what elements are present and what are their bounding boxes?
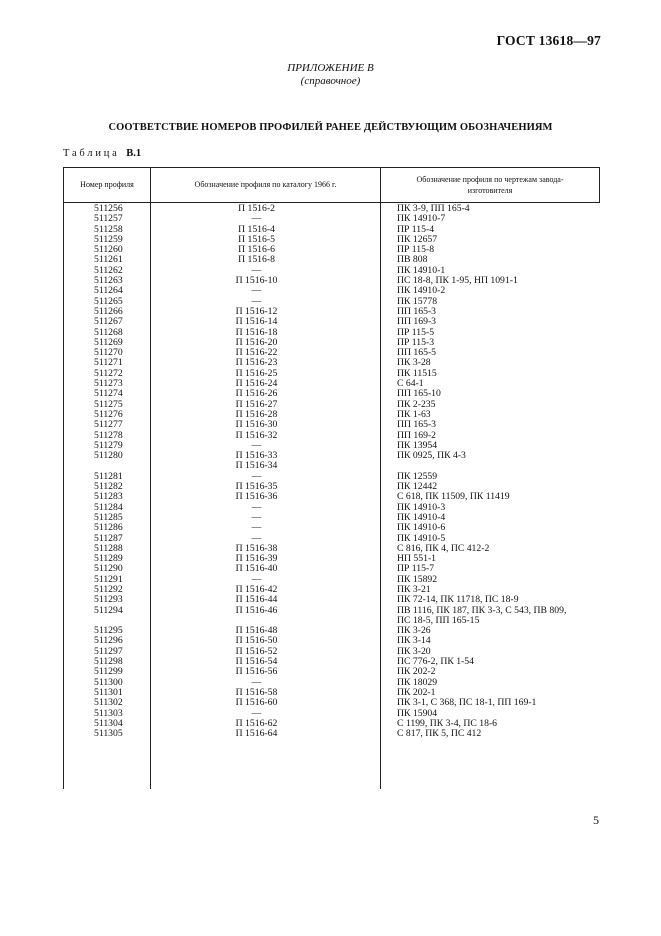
cell-factory-designation: ПП 165-5 [397,347,437,359]
cell-factory-designation: ПС 18-8, ПК 1-95, НП 1091-1 [397,275,518,287]
cell-factory-designation: ПК 14910-3 [397,501,446,513]
cell-catalog-designation: П 1516-27 [235,398,278,410]
table-row [63,626,600,636]
cell-factory-designation: ПП 165-3 [397,305,437,317]
cell-profile-number: 511285 [94,511,123,523]
cell-profile-number: 511275 [94,398,123,410]
cell-profile-number: 511263 [94,275,123,287]
table-row [63,379,600,389]
cell-profile-number: 511282 [94,481,123,493]
table-right-border [599,167,600,202]
cell-profile-number: 511260 [94,244,123,256]
header-catalog-1966: Обозначение профиля по каталогу 1966 г. [194,180,337,189]
cell-catalog-designation: П 1516-34 [235,460,278,472]
cell-profile-number: 511268 [94,326,123,338]
table-row [63,204,600,214]
table-body [63,204,600,739]
table-row [63,698,600,708]
cell-profile-number: 511293 [94,594,123,606]
cell-factory-designation: ПК 12559 [397,470,438,482]
cell-catalog-designation: П 1516-39 [235,553,278,565]
cell-profile-number: 511276 [94,408,123,420]
table-row [63,338,600,348]
header-bottom-border [63,202,600,203]
cell-catalog-designation: П 1516-35 [235,481,278,493]
cell-factory-designation: ПР 115-8 [397,244,435,256]
cell-profile-number: 511286 [94,522,123,534]
cell-factory-designation: ПП 165-3 [397,419,437,431]
table-row [63,389,600,399]
table-row [63,266,600,276]
table-label-number: В.1 [126,148,142,159]
cell-factory-designation: ПК 1-63 [397,408,431,420]
table-row [63,451,600,461]
table-row [63,647,600,657]
cell-factory-designation: ПР 115-5 [397,326,435,338]
cell-profile-number: 511292 [94,583,123,595]
cell-factory-designation: ПК 14910-6 [397,522,446,534]
cell-profile-number: 511303 [94,707,123,719]
profiles-table [63,167,600,789]
table-row [63,719,600,729]
table-row [63,564,600,574]
table-row [63,616,600,626]
cell-catalog-designation: П 1516-38 [235,542,278,554]
cell-profile-number: 511269 [94,336,123,348]
table-row [63,441,600,451]
cell-profile-number: 511305 [94,728,123,740]
cell-catalog-designation: — [251,285,262,297]
cell-profile-number: 511294 [94,604,123,616]
cell-factory-designation: ПК 15892 [397,573,438,585]
cell-factory-designation: ПК 3-1, С 368, ПС 18-1, ПП 169-1 [397,697,537,709]
appendix-heading [0,62,661,88]
table-row [63,606,600,616]
cell-catalog-designation: П 1516-14 [235,316,278,328]
cell-factory-designation: ПК 2-235 [397,398,436,410]
table-row [63,503,600,513]
page-number: 5 [593,813,599,827]
cell-catalog-designation: — [251,707,262,719]
cell-factory-designation: ПК 3-9, ПП 165-4 [397,203,470,214]
cell-catalog-designation: П 1516-25 [235,367,278,379]
cell-factory-designation: ПП 165-10 [397,388,441,400]
table-row [63,482,600,492]
cell-factory-designation: ПК 12442 [397,481,438,493]
cell-catalog-designation: П 1516-54 [235,656,278,668]
table-row [63,513,600,523]
table-row [63,297,600,307]
cell-profile-number: 511291 [94,573,123,585]
cell-factory-designation: НП 551-1 [397,553,437,565]
cell-factory-designation: ПК 202-1 [397,686,436,698]
table-row [63,678,600,688]
table-row [63,667,600,677]
table-row [63,235,600,245]
cell-profile-number: 511258 [94,223,123,235]
cell-catalog-designation: — [251,511,262,523]
cell-catalog-designation: — [251,522,262,534]
cell-catalog-designation: — [251,676,262,688]
cell-catalog-designation: П 1516-8 [238,254,275,266]
table-row [63,554,600,564]
cell-catalog-designation: П 1516-36 [235,491,278,503]
cell-factory-designation: С 816, ПК 4, ПС 412-2 [397,542,490,554]
cell-profile-number: 511272 [94,367,123,379]
cell-factory-designation: ПР 115-4 [397,223,435,235]
table-row [63,492,600,502]
cell-profile-number: 511259 [94,233,123,245]
cell-catalog-designation: П 1516-10 [235,275,278,287]
header-factory-drawings: Обозначение профиля по чертежам завода-изготовителя [416,174,564,195]
table-row [63,461,600,471]
cell-factory-designation: ПС 18-5, ПП 165-15 [397,614,480,626]
cell-profile-number: 511288 [94,542,123,554]
cell-factory-designation: ПС 776-2, ПК 1-54 [397,656,474,668]
main-title: СООТВЕТСТВИЕ НОМЕРОВ ПРОФИЛЕЙ РАНЕЕ ДЕЙСТВУЮЩИМ ОБОЗНАЧЕНИЯМ [108,122,553,133]
table-row [63,214,600,224]
table-row [63,709,600,719]
table-row [63,286,600,296]
cell-profile-number: 511287 [94,532,123,544]
cell-catalog-designation: П 1516-33 [235,450,278,462]
table-label [63,148,141,159]
cell-factory-designation: ПП 169-3 [397,316,437,328]
cell-catalog-designation: П 1516-6 [238,244,275,256]
document-code: ГОСТ 13618—97 [496,33,601,48]
cell-catalog-designation: П 1516-42 [235,583,278,595]
cell-profile-number: 511299 [94,666,123,678]
cell-profile-number: 511273 [94,378,123,390]
cell-profile-number: 511302 [94,697,123,709]
cell-catalog-designation: П 1516-44 [235,594,278,606]
cell-profile-number: 511298 [94,656,123,668]
cell-profile-number: 511304 [94,717,123,729]
cell-factory-designation: С 817, ПК 5, ПС 412 [397,728,482,740]
cell-catalog-designation: П 1516-26 [235,388,278,400]
cell-factory-designation: С 64-1 [397,378,424,390]
cell-factory-designation: ПР 115-3 [397,336,435,348]
cell-catalog-designation: П 1516-23 [235,357,278,369]
cell-catalog-designation: П 1516-22 [235,347,278,359]
cell-profile-number: 511300 [94,676,123,688]
cell-factory-designation: ПК 15904 [397,707,438,719]
cell-factory-designation: ПК 14910-2 [397,285,446,297]
cell-profile-number: 511267 [94,316,123,328]
cell-catalog-designation: П 1516-56 [235,666,278,678]
cell-catalog-designation: П 1516-18 [235,326,278,338]
table-row [63,472,600,482]
cell-factory-designation: ПК 12657 [397,233,438,245]
cell-catalog-designation: П 1516-24 [235,378,278,390]
cell-profile-number: 511283 [94,491,123,503]
cell-factory-designation: ПК 3-20 [397,645,431,657]
cell-profile-number: 511270 [94,347,123,359]
cell-catalog-designation: П 1516-48 [235,625,278,637]
table-row [63,328,600,338]
table-row [63,307,600,317]
cell-profile-number: 511256 [94,203,123,214]
appendix-title: ПРИЛОЖЕНИЕ В [287,62,374,74]
table-row [63,369,600,379]
cell-catalog-designation: — [251,470,262,482]
table-row [63,523,600,533]
cell-factory-designation: ПК 13954 [397,439,438,451]
cell-factory-designation: С 1199, ПК 3-4, ПС 18-6 [397,717,498,729]
cell-factory-designation: ПК 14910-4 [397,511,446,523]
cell-catalog-designation: — [251,439,262,451]
cell-factory-designation: ПК 3-26 [397,625,431,637]
cell-catalog-designation: П 1516-60 [235,697,278,709]
cell-factory-designation: ПК 3-21 [397,583,431,595]
cell-profile-number: 511279 [94,439,123,451]
cell-catalog-designation: П 1516-52 [235,645,278,657]
cell-catalog-designation: — [251,573,262,585]
cell-factory-designation: ПК 14910-1 [397,264,446,276]
cell-profile-number: 511284 [94,501,123,513]
cell-profile-number: 511290 [94,563,123,575]
cell-catalog-designation: П 1516-30 [235,419,278,431]
table-row [63,544,600,554]
cell-profile-number: 511280 [94,450,123,462]
table-row [63,585,600,595]
cell-factory-designation: С 618, ПК 11509, ПК 11419 [397,491,510,503]
cell-profile-number: 511266 [94,305,123,317]
cell-catalog-designation: П 1516-12 [235,305,278,317]
table-row [63,400,600,410]
cell-profile-number: 511262 [94,264,123,276]
cell-catalog-designation: П 1516-64 [235,728,278,740]
cell-catalog-designation: П 1516-50 [235,635,278,647]
table-row [63,358,600,368]
table-row [63,420,600,430]
cell-factory-designation: ПВ 1116, ПК 187, ПК 3-3, С 543, ПВ 809, [397,604,567,616]
cell-profile-number: 511274 [94,388,123,400]
cell-factory-designation: ПК 14910-5 [397,532,446,544]
cell-profile-number: 511278 [94,429,123,441]
table-label-word: Таблица [63,148,120,159]
cell-profile-number: 511289 [94,553,123,565]
table-row [63,431,600,441]
table-row [63,348,600,358]
cell-profile-number: 511257 [94,213,123,225]
table-row [63,729,600,739]
cell-factory-designation: ПК 72-14, ПК 11718, ПС 18-9 [397,594,519,606]
cell-catalog-designation: П 1516-2 [238,203,275,214]
cell-catalog-designation: — [251,264,262,276]
cell-catalog-designation: — [251,532,262,544]
cell-factory-designation: ПР 115-7 [397,563,435,575]
table-row [63,534,600,544]
cell-factory-designation: ПК 14910-7 [397,213,446,225]
table-row [63,410,600,420]
cell-catalog-designation: П 1516-58 [235,686,278,698]
table-row [63,575,600,585]
table-row [63,255,600,265]
cell-catalog-designation: П 1516-40 [235,563,278,575]
cell-factory-designation: ПВ 808 [397,254,428,266]
table-row [63,657,600,667]
cell-catalog-designation: — [251,501,262,513]
cell-factory-designation: ПК 3-14 [397,635,431,647]
cell-factory-designation: ПП 169-2 [397,429,437,441]
cell-catalog-designation: П 1516-20 [235,336,278,348]
table-row [63,276,600,286]
cell-profile-number: 511277 [94,419,123,431]
cell-profile-number: 511271 [94,357,123,369]
table-row [63,225,600,235]
table-row [63,317,600,327]
cell-catalog-designation: — [251,213,262,225]
cell-catalog-designation: — [251,295,262,307]
cell-profile-number: 511261 [94,254,123,266]
cell-catalog-designation: П 1516-32 [235,429,278,441]
cell-catalog-designation: П 1516-5 [238,233,275,245]
cell-profile-number: 511265 [94,295,123,307]
appendix-subtitle: (справочное) [300,75,361,87]
cell-factory-designation: ПК 3-28 [397,357,431,369]
cell-profile-number: 511301 [94,686,123,698]
header-profile-number: Номер профиля [80,180,134,189]
cell-profile-number: 511296 [94,635,123,647]
table-row [63,245,600,255]
cell-factory-designation: ПК 18029 [397,676,438,688]
cell-profile-number: 511295 [94,625,123,637]
cell-catalog-designation: П 1516-62 [235,717,278,729]
cell-catalog-designation: П 1516-46 [235,604,278,616]
cell-profile-number: 511264 [94,285,123,297]
cell-profile-number: 511297 [94,645,123,657]
cell-factory-designation: ПК 11515 [397,367,437,379]
cell-catalog-designation: П 1516-28 [235,408,278,420]
cell-profile-number: 511281 [94,470,123,482]
cell-catalog-designation: П 1516-4 [238,223,275,235]
cell-factory-designation: ПК 202-2 [397,666,436,678]
cell-factory-designation: ПК 15778 [397,295,438,307]
cell-factory-designation: ПК 0925, ПК 4-3 [397,450,466,462]
table-row [63,636,600,646]
